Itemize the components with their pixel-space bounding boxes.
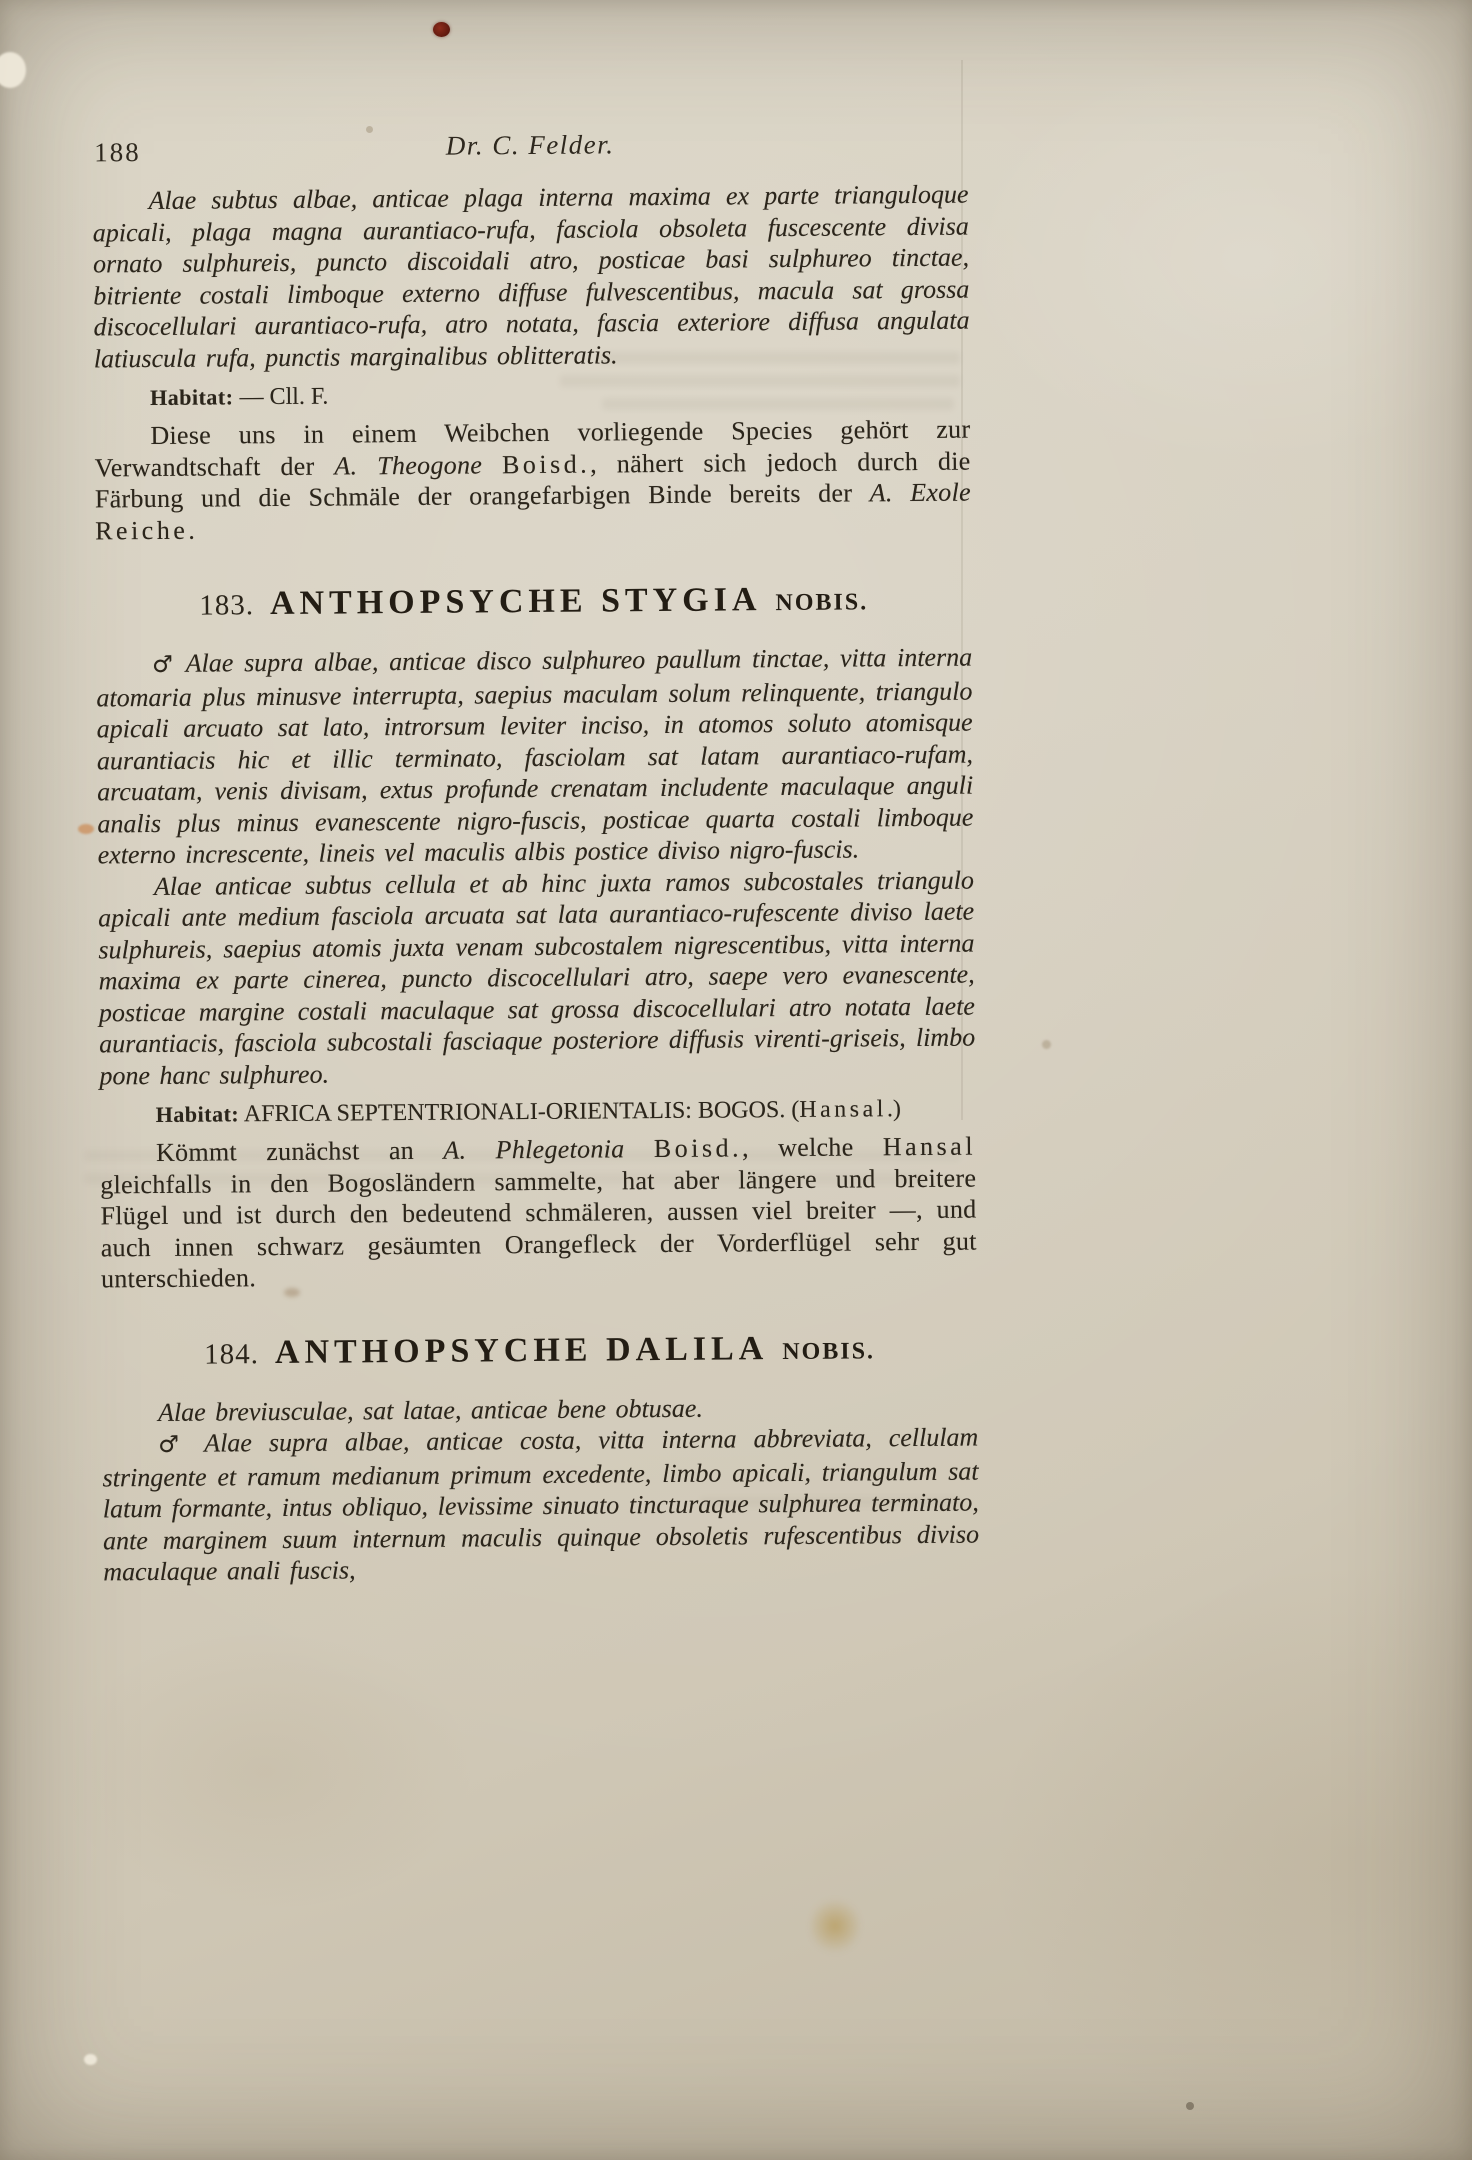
text-run: gleichfalls in den Bogosländern sammelte, hat aber längere und breitere Flügel und ist durch den bedeutend schmäleren, aussen viel breiter —, und auch innen schwarz gesäumten Orangefleck der Vorderflügel sehr gut unterschieden. <box>100 1163 977 1294</box>
taxon-name: Alae supra albae, anticae disco sulphureo paullum tinctae, vitta interna atomaria plus minusve interrupta, saepius maculam solum relinquente, triangulo apicali arcuato sat lato, introrsum leviter inciso, in atomos soluto atomisque aurantiacis hic et illic terminato, fasciolam sat latam aurantiaco-rufam, arcuatam, venis divisam, extus profunde crenatam includente maculaque anguli analis plus minus evanescente nigro-fuscis, posticae quarta costali limboque externo increscente, lineis vel maculis albis postice diviso nigro-fuscis. <box>96 642 974 870</box>
yellow-stain <box>810 1896 860 1956</box>
paper-speck <box>1186 2102 1194 2110</box>
text-run: AFRICA SEPTENTRIONALI-ORIENTALIS: BOGOS. ( <box>243 1096 800 1128</box>
paper-speck <box>1042 1040 1051 1049</box>
species-heading <box>101 1328 977 1373</box>
text-run: .) <box>886 1096 902 1123</box>
red-ink-dot-stain <box>433 22 450 37</box>
habitat-label: Habitat: <box>149 384 234 410</box>
taxon-name: Alae anticae subtus cellula et ab hinc juxta ramos subcostales triangulo apicali ante medium fasciola arcuata sat lata aurantiaco-rufescente diviso laete sulphureis, saepius atomis juxta venam subcostalem nigrescentibus, vitta interna maxima ex parte cinerea, puncto discocellulari atro, saepe vero evanescente, posticae margine costali maculaque sat grossa discocellulari atro notata laete aurantiacis, fasciola subcostali fasciaque posteriore diffusis virenti-griseis, limbo pone hanc sulphureo. <box>98 865 976 1090</box>
male-symbol: ♂ <box>152 651 186 678</box>
text-run: Kömmt zunächst an <box>155 1135 444 1167</box>
german-comparison-paragraph <box>100 1131 977 1295</box>
species-title: ANTHOPSYCHE DALILA <box>274 1329 769 1371</box>
habitat-line <box>100 1094 976 1131</box>
latin-diagnosis-paragraph <box>92 179 969 375</box>
text-run: — Cll. F. <box>239 383 329 411</box>
species-author: NOBIS. <box>775 589 869 617</box>
species-title: ANTHOPSYCHE STYGIA <box>269 581 762 623</box>
text-run <box>482 450 502 479</box>
german-commentary-paragraph <box>94 414 971 547</box>
page-content <box>92 179 979 1588</box>
taxon-name: Alae supra albae, anticae costa, vitta interna abbreviata, cellulam stringente et ramum medianum primum excedente, limbo apicali, triangulum sat latum formante, intus obliquo, levissime sinuato tincturaque sulphurea terminato, ante marginem suum internum maculis quinque obsoletis rufescentibus diviso maculaque anali fuscis, <box>102 1422 980 1587</box>
paper-chip-spot <box>0 52 26 88</box>
paper-speck <box>84 2054 97 2065</box>
author-name: Boisd. <box>653 1133 743 1164</box>
page-text-block <box>92 127 979 1588</box>
text-run <box>624 1134 654 1163</box>
taxon-name: A. Phlegetonia <box>443 1134 625 1165</box>
latin-male-description-paragraph <box>96 642 974 871</box>
taxon-name: A. Theogone <box>334 449 483 481</box>
taxon-name: Alae subtus albae, anticae plaga interna maxima ex parte trianguloque apicali, plaga magna aurantiaco-rufa, fasciola obsoleta fuscescente divisa ornato sulphureis, puncto discoidali atro, posticae basi sulphureo tinctae, bitriente costali limboque externo diffuse fulvescentibus, macula sat grossa discocellulari aurantiaco-rufa, atro notata, fascia exteriore diffusa angulata latiuscula rufa, punctis marginalibus oblitteratis. <box>92 179 970 373</box>
taxon-name: Alae breviusculae, sat latae, anticae bene obtusae. <box>157 1393 703 1427</box>
latin-underside-description-paragraph <box>98 864 976 1091</box>
text-run: . <box>188 515 196 545</box>
species-number: 184. <box>204 1337 260 1371</box>
text-run: Diese uns in einem Weibchen vorliegende Species gehört zur Verwandtschaft der <box>94 414 971 482</box>
male-symbol: ♂ <box>158 1431 205 1458</box>
author-name: Boisd. <box>501 449 591 479</box>
text-run: , welche <box>741 1132 883 1163</box>
page-number: 188 <box>94 137 141 168</box>
species-heading <box>96 580 972 625</box>
author-name: Hansal <box>882 1131 977 1162</box>
page-header <box>92 127 968 170</box>
taxon-name: A. Exole <box>869 477 971 508</box>
author-name: Reiche <box>95 515 189 545</box>
habitat-label: Habitat: <box>155 1101 240 1127</box>
species-author: NOBIS. <box>782 1337 876 1365</box>
orange-margin-mark <box>78 824 94 834</box>
habitat-line <box>94 377 970 414</box>
running-header: Dr. C. Felder. <box>445 129 615 161</box>
latin-male-description-paragraph-2 <box>102 1422 979 1588</box>
species-number: 183. <box>199 589 255 622</box>
text-run: , nähert sich jedoch durch die Färbung und die Schmäle der orangefarbigen Binde bereits der <box>94 446 971 514</box>
author-name: Hansal <box>799 1096 888 1123</box>
